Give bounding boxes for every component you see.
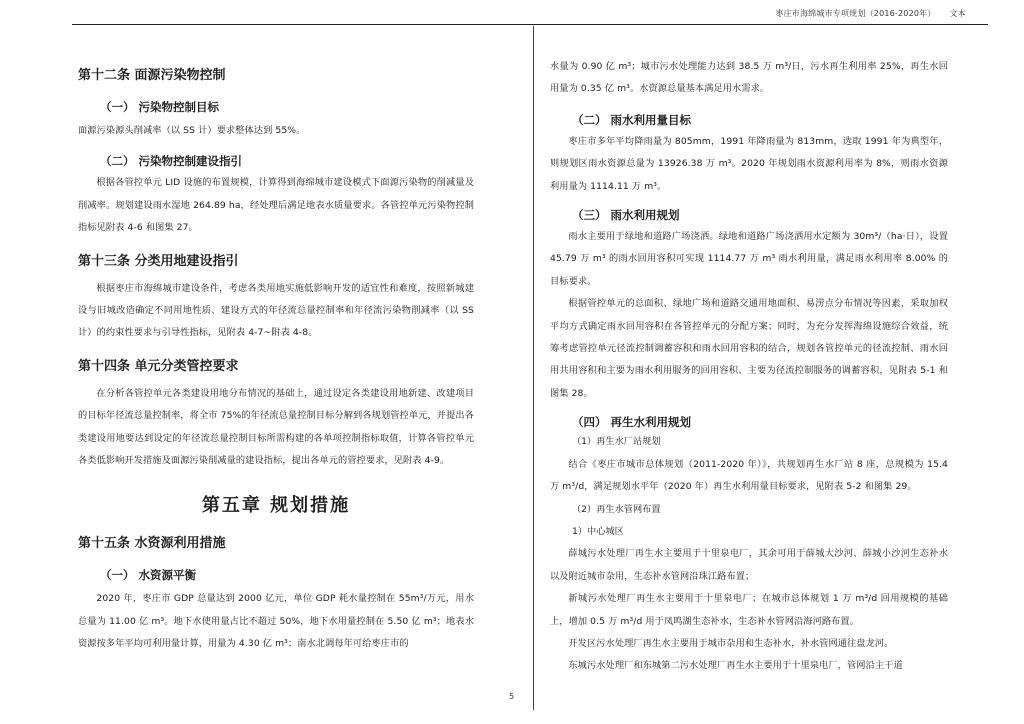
article-12-section-2-title: （二） 污染物控制建设指引 xyxy=(100,154,243,169)
page-divider xyxy=(533,26,534,710)
header-title: 枣庄市海绵城市专项规划（2016-2020年） xyxy=(775,9,936,18)
chapter-title: 第五章 规划措施 xyxy=(201,495,351,517)
section-4-subheading-2: （2）再生水管网布置 xyxy=(572,503,661,515)
article-15-title: 第十五条 水资源利用措施 xyxy=(78,536,226,552)
section-4-text-2: 薛城污水处理厂再生水主要用于十里泉电厂，其余可用于薛城大沙河、薛城小沙河生态补水以及附近城市杂用，生态补水管网沿珠江路布置； xyxy=(550,548,948,582)
continued-text: 水量为 0.90 亿 m³；城市污水处理能力达到 38.5 万 m³/日，污水再生利用率 25%，再生水回用量为 0.35 亿 m³。水资源总量基本满足用水需求。 xyxy=(550,61,948,95)
article-13-title: 第十三条 分类用地建设指引 xyxy=(78,253,239,269)
article-13-text: 根据枣庄市海绵城市建设条件，考虑各类用地实施低影响开发的适宜性和难度，按照新城建设与旧城改造确定不同用地性质、建设方式的年径流总量控制率和年径流污染物削减率（以 SS 计）的约束性要求与引导性指标，见附表 4-7~附表 4-8。 xyxy=(78,282,474,339)
section-4-subheading-1: （1）再生水厂站规划 xyxy=(572,436,661,448)
section-3-title: （三） 雨水利用规划 xyxy=(572,208,680,223)
article-12-section-1-text: 面源污染源头削减率（以 SS 计）要求整体达到 55%。 xyxy=(78,125,306,136)
section-2-title: （二） 雨水利用量目标 xyxy=(572,112,692,127)
section-3-text-2: 根据管控单元的总面积、绿地广场和道路交通用地面积、易涝点分布情况等因素，采取加权平均方式确定雨水回用容积在各管控单元的分配方案；同时，为充分发挥海绵设施综合效益，统筹考虑管控单元径流控制调蓄容积和雨水回用容积的结合，规划各管控单元的径流控制、雨水回用共用容积和主要为雨水利用服务的回用容积、主要为径流控制服务的调蓄容积，见附表 5-1 和图集 28。 xyxy=(550,298,948,399)
article-12-section-2-text: 根据各管控单元 LID 设施的布置规模，计算得到海绵城市建设模式下面源污染物的削减量及削减率。规划建设雨水湿地 264.89 ha，经处理后满足地表水质量要求。各管控单元污染物控制指标见附表 4-6 和图集 27。 xyxy=(78,177,474,234)
section-4-text-1: 结合《枣庄市城市总体规划（2011-2020 年）》，共规划再生水厂站 8 座，总规模为 15.4 万 m³/d，满足规划水平年（2020 年）再生水利用量目标要求，见附表 5-2 和图集 29。 xyxy=(550,458,948,493)
header-rule xyxy=(72,24,988,25)
article-14-title: 第十四条 单元分类管控要求 xyxy=(78,358,239,374)
section-4-text-4: 开发区污水处理厂再生水主要用于城市杂用和生态补水，补水管网通往盘龙河。 xyxy=(568,637,894,649)
section-3-text-1: 雨水主要用于绿地和道路广场浇洒。绿地和道路广场浇洒用水定额为 30m³/（ha·日），设置 45.79 万 m³ 的雨水回用容积可实现 1114.77 万 m³ 雨水利用量，满足雨水利用率 8.00% 的目标要求。 xyxy=(550,231,948,287)
section-2-text: 枣庄市多年平均降雨量为 805mm，1991 年降雨量为 813mm，选取 1991 年为典型年，则规划区雨水资源总量为 13926.38 万 m³。2020 年规划雨水资源利用率为 8%，则雨水资源利用量为 1114.11 万 m³。 xyxy=(550,135,948,192)
right-page xyxy=(550,56,948,678)
header-doc-type: 文本 xyxy=(949,9,966,18)
article-15-section-1-text: 2020 年，枣庄市 GDP 总量达到 2000 亿元，单位 GDP 耗水量控制在 55m³/万元，用水总量为 11.00 亿 m³。地下水使用量占比不超过 50%，地下水用量控制在 5.50 亿 m³；地表水资源按多年平均可利用量计算，用量为 4.30 亿 m³；南水北调每年可给枣庄市的 xyxy=(78,593,474,650)
article-12-section-1-title: （一） 污染物控制目标 xyxy=(100,100,220,114)
article-15-section-1-title: （一） 水资源平衡 xyxy=(100,568,197,583)
left-page xyxy=(78,56,474,656)
section-4-title: （四） 再生水利用规划 xyxy=(572,415,692,430)
running-header xyxy=(775,8,966,19)
article-14-text: 在分析各管控单元各类建设用地分布情况的基础上，通过设定各类建设用地新建、改建项目的目标年径流总量控制率，将全市 75%的年径流总量控制目标分解到各规划管控单元，并提出各类建设用地要达到设定的年径流总量控制目标所需构建的各单项控制指标取值，计算各管控单元各类低影响开发措施及面源污染削减量的建设指标，提出各单元的管控要求，见附表 4-9。 xyxy=(78,387,474,467)
page-number: 5 xyxy=(509,692,515,701)
section-4-text-5: 东城污水处理厂和东城第二污水处理厂再生水主要用于十里泉电厂，管网沿主干道 xyxy=(568,660,903,672)
section-4-subheading-3: 1）中心城区 xyxy=(572,525,624,537)
article-12-title: 第十二条 面源污染物控制 xyxy=(78,68,226,83)
section-4-text-3: 新城污水处理厂再生水主要用于十里泉电厂；在城市总体规划 1 万 m³/d 回用规模的基础上，增加 0.5 万 m³/d 用于凤鸣湖生态补水，生态补水管网沿海河路布置。 xyxy=(550,593,948,627)
